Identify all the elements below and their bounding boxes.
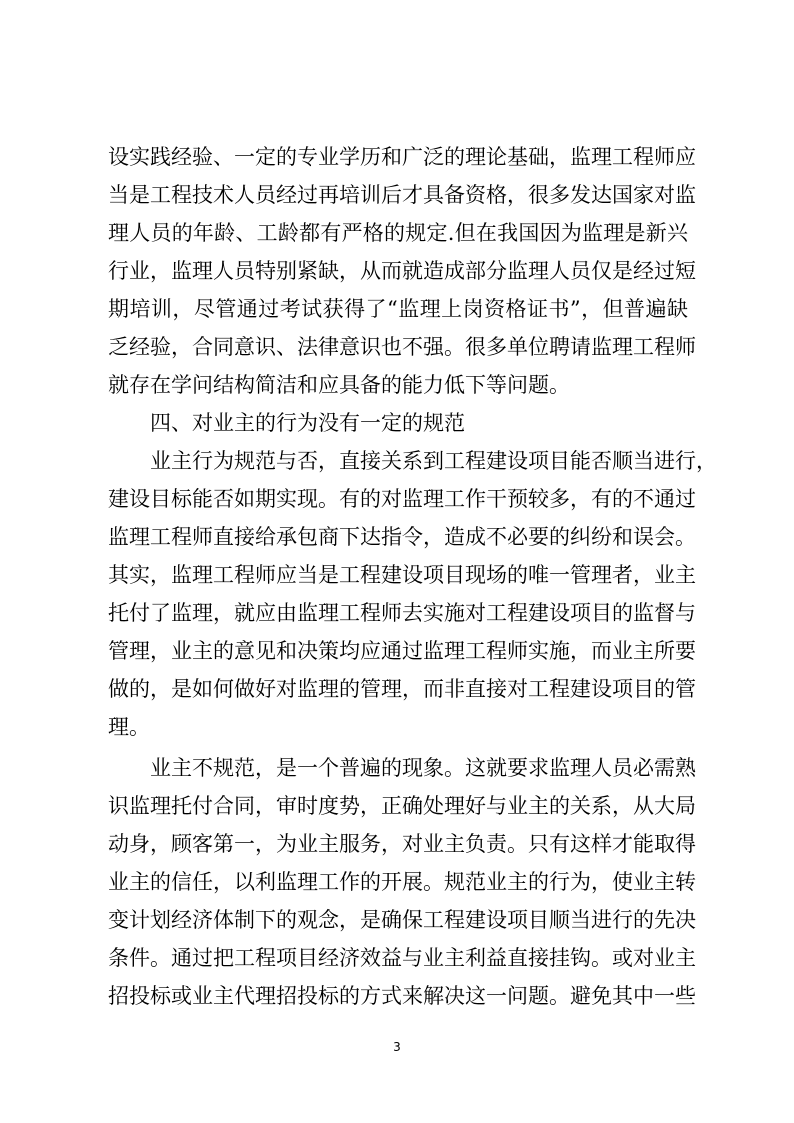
text-line: 业主不规范，是一个普遍的现象。这就要求监理人员必需熟	[150, 756, 696, 780]
text-line: 监理工程师直接给承包商下达指令，造成不必要的纠纷和误会。	[108, 525, 696, 549]
text-line: 建设目标能否如期实现。有的对监理工作干预较多，有的不通过	[108, 487, 696, 511]
text-line: 其实，监理工程师应当是工程建设项目现场的唯一管理者，业主	[108, 563, 696, 587]
text-line: 变计划经济体制下的观念，是确保工程建设项目顺当进行的先决	[108, 908, 696, 932]
text-line: 就存在学问结构简洁和应具备的能力低下等问题。	[108, 373, 570, 397]
page-number: 3	[393, 1040, 401, 1054]
text-line: 业主的信任，以利监理工作的开展。规范业主的行为，使业主转	[108, 870, 696, 894]
text-line: 招投标或业主代理招投标的方式来解决这一问题。避免其中一些	[108, 984, 696, 1008]
text-line: 理人员的年龄、工龄都有严格的规定.但在我国因为监理是新兴	[108, 221, 688, 245]
text-line: 业主行为规范与否，直接关系到工程建设项目能否顺当进行，	[150, 449, 717, 473]
text-line: 行业，监理人员特别紧缺，从而就造成部分监理人员仅是经过短	[108, 259, 696, 283]
text-line: 条件。通过把工程项目经济效益与业主利益直接挂钩。或对业主	[108, 946, 696, 970]
text-line: 管理，业主的意见和决策均应通过监理工程师实施，而业主所要	[108, 639, 696, 663]
text-line: 识监理托付合同，审时度势，正确处理好与业主的关系，从大局	[108, 794, 696, 818]
paragraph-owner-behavior	[108, 442, 717, 746]
paragraph-owner-irregular	[108, 749, 696, 1015]
text-line: 当是工程技术人员经过再培训后才具备资格，很多发达国家对监	[108, 183, 696, 207]
text-line: 期培训，尽管通过考试获得了“监理上岗资格证书”，但普遍缺	[108, 297, 688, 321]
text-line: 托付了监理，就应由监理工程师去实施对工程建设项目的监督与	[108, 601, 696, 625]
section-heading	[108, 404, 688, 442]
text-line: 做的，是如何做好对监理的管理，而非直接对工程建设项目的管	[108, 677, 696, 701]
paragraph-qualifications	[108, 138, 696, 404]
heading-line: 四、对业主的行为没有一定的规范	[150, 411, 465, 435]
text-line: 理。	[108, 715, 150, 739]
text-line: 设实践经验、一定的专业学历和广泛的理论基础，监理工程师应	[108, 145, 696, 169]
document-body	[108, 138, 717, 1015]
text-line: 乏经验，合同意识、法律意识也不强。很多单位聘请监理工程师	[108, 335, 696, 359]
text-line: 动身，顾客第一，为业主服务，对业主负责。只有这样才能取得	[108, 832, 696, 856]
